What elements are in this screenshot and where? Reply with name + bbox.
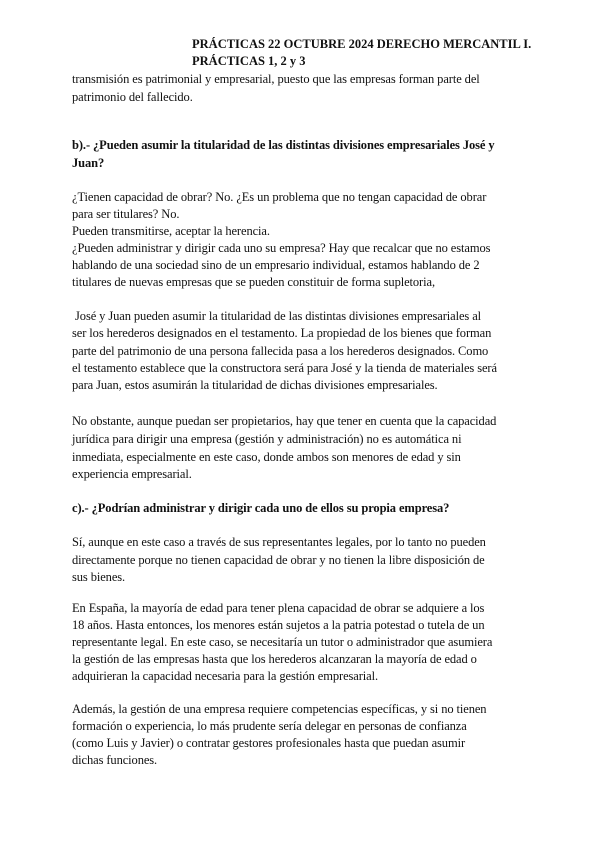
header-title: PRÁCTICAS 22 OCTUBRE 2024 DERECHO MERCANTIL I.	[192, 37, 532, 51]
intro-line: patrimonio del fallecido.	[72, 90, 193, 104]
header-subtitle: PRÁCTICAS 1, 2 y 3	[192, 54, 306, 68]
paragraph-line: dichas funciones.	[72, 753, 158, 767]
paragraph-line: inmediata, especialmente en este caso, donde ambos son menores de edad y sin	[72, 450, 461, 464]
paragraph-line: ser los herederos designados en el testamento. La propiedad de los bienes que forman	[72, 326, 492, 340]
intro-line: transmisión es patrimonial y empresarial, puesto que las empresas forman parte del	[72, 72, 480, 86]
paragraph-line: representante legal. En este caso, se necesitaría un tutor o administrador que asumiera	[72, 635, 493, 649]
paragraph-line: para ser titulares? No.	[72, 207, 180, 221]
question-c: c).- ¿Podrían administrar y dirigir cada uno de ellos su propia empresa?	[72, 501, 450, 515]
paragraph-line: jurídica para dirigir una empresa (gestión y administración) no es automática ni	[72, 432, 462, 446]
paragraph-line: sus bienes.	[72, 570, 126, 584]
paragraph-line: la gestión de las empresas hasta que los herederos alcanzaran la mayoría de edad o	[72, 652, 477, 666]
paragraph-line: (como Luis y Javier) o contratar gestores profesionales hasta que puedan asumir	[72, 736, 466, 750]
paragraph-line: Pueden transmitirse, aceptar la herencia.	[72, 224, 270, 238]
paragraph-line: titulares de nuevas empresas que se pueden constituir de forma supletoria,	[72, 275, 435, 289]
paragraph-line: parte del patrimonio de una persona fallecida pasa a los herederos designados. Como	[72, 344, 489, 358]
paragraph-line: hablando de una sociedad sino de un empresario individual, estamos hablando de 2	[72, 258, 480, 272]
document-header	[192, 36, 531, 70]
paragraph-line: formación o experiencia, lo más prudente sería delegar en personas de confianza	[72, 719, 467, 733]
paragraph-line: José y Juan pueden asumir la titularidad de las distintas divisiones empresariales al	[72, 309, 482, 323]
paragraph-line: el testamento establece que la constructora será para José y la tienda de materiales será	[72, 361, 497, 375]
question-b: b).- ¿Pueden asumir la titularidad de las distintas divisiones empresariales José y	[72, 138, 495, 152]
paragraph-line: Además, la gestión de una empresa requiere competencias específicas, y si no tienen	[72, 702, 487, 716]
paragraph-line: para Juan, estos asumirán la titularidad de dichas divisiones empresariales.	[72, 378, 438, 392]
paragraph-line: experiencia empresarial.	[72, 467, 192, 481]
paragraph-line: ¿Tienen capacidad de obrar? No. ¿Es un problema que no tengan capacidad de obrar	[72, 190, 487, 204]
paragraph-line: En España, la mayoría de edad para tener plena capacidad de obrar se adquiere a los	[72, 601, 485, 615]
paragraph-line: 18 años. Hasta entonces, los menores están sujetos a la patria potestad o tutela de un	[72, 618, 485, 632]
paragraph-line: Sí, aunque en este caso a través de sus representantes legales, por lo tanto no pueden	[72, 535, 486, 549]
paragraph-line: No obstante, aunque puedan ser propietarios, hay que tener en cuenta que la capacidad	[72, 414, 497, 428]
paragraph-line: adquirieran la capacidad necesaria para la gestión empresarial.	[72, 669, 379, 683]
paragraph-line: ¿Pueden administrar y dirigir cada uno su empresa? Hay que recalcar que no estamos	[72, 241, 491, 255]
question-b: Juan?	[72, 156, 105, 170]
paragraph-line: directamente porque no tienen capacidad de obrar y no tienen la libre disposición de	[72, 553, 485, 567]
